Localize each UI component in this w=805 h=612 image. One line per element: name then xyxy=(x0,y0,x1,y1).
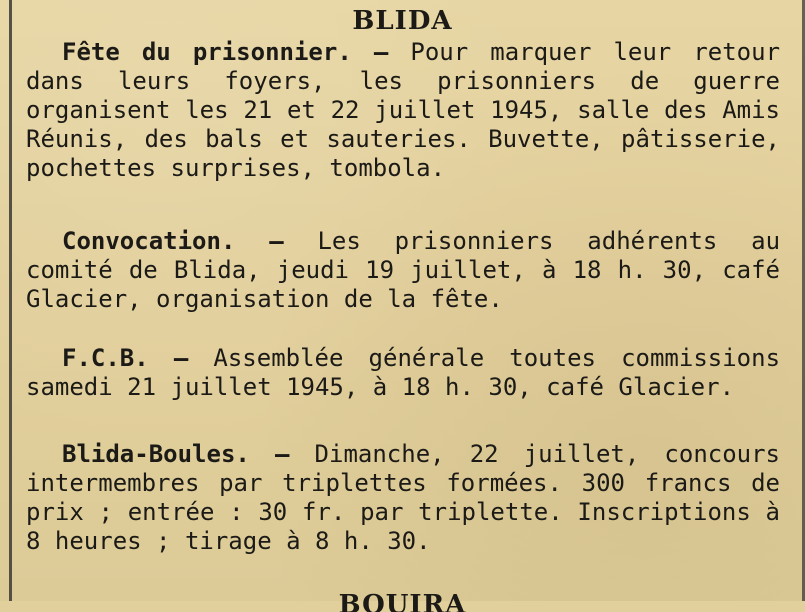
article-fete-du-prisonnier xyxy=(26,38,780,183)
article-separator: — xyxy=(274,440,290,468)
article-separator: — xyxy=(173,344,189,372)
article-blida-boules xyxy=(26,440,780,556)
article-fcb xyxy=(26,344,780,402)
next-section-title-text: BOUIRA xyxy=(338,592,467,612)
article-heading: Fête du prisonnier. xyxy=(62,38,352,66)
column-rule-left xyxy=(9,0,12,601)
article-body: Assemblée générale toutes commissions samedi 21 juillet 1945, à 18 h. 30, café Glacier. xyxy=(26,344,781,401)
article-separator: — xyxy=(373,38,389,66)
article-heading: F.C.B. xyxy=(62,344,149,372)
article-convocation xyxy=(26,227,780,314)
article-heading: Blida-Boules. xyxy=(62,440,250,468)
article-body: Dimanche, 22 juillet, concours intermembres par triplettes formées. 300 francs de prix ; entrée : 30 fr. par triplette. Inscriptions à 8 heures ; tirage à 8 h. 30. xyxy=(26,440,781,555)
article-separator: — xyxy=(269,227,284,255)
section-title: BLIDA xyxy=(352,6,453,36)
article-heading: Convocation. xyxy=(62,227,236,255)
next-section-title-partial xyxy=(0,592,805,612)
article-body: Pour marquer leur retour dans leurs foyers, les prisonniers de guerre organisent les 21 et 22 juillet 1945, salle des Amis Réunis, des bals et sauteries. Buvette, pâtisserie, pochettes surprises, tombola. xyxy=(26,38,781,182)
article-body: Les prisonniers adhérents au comité de Blida, jeudi 19 juillet, à 18 h. 30, café Glacier, organisation de la fête. xyxy=(26,227,781,313)
